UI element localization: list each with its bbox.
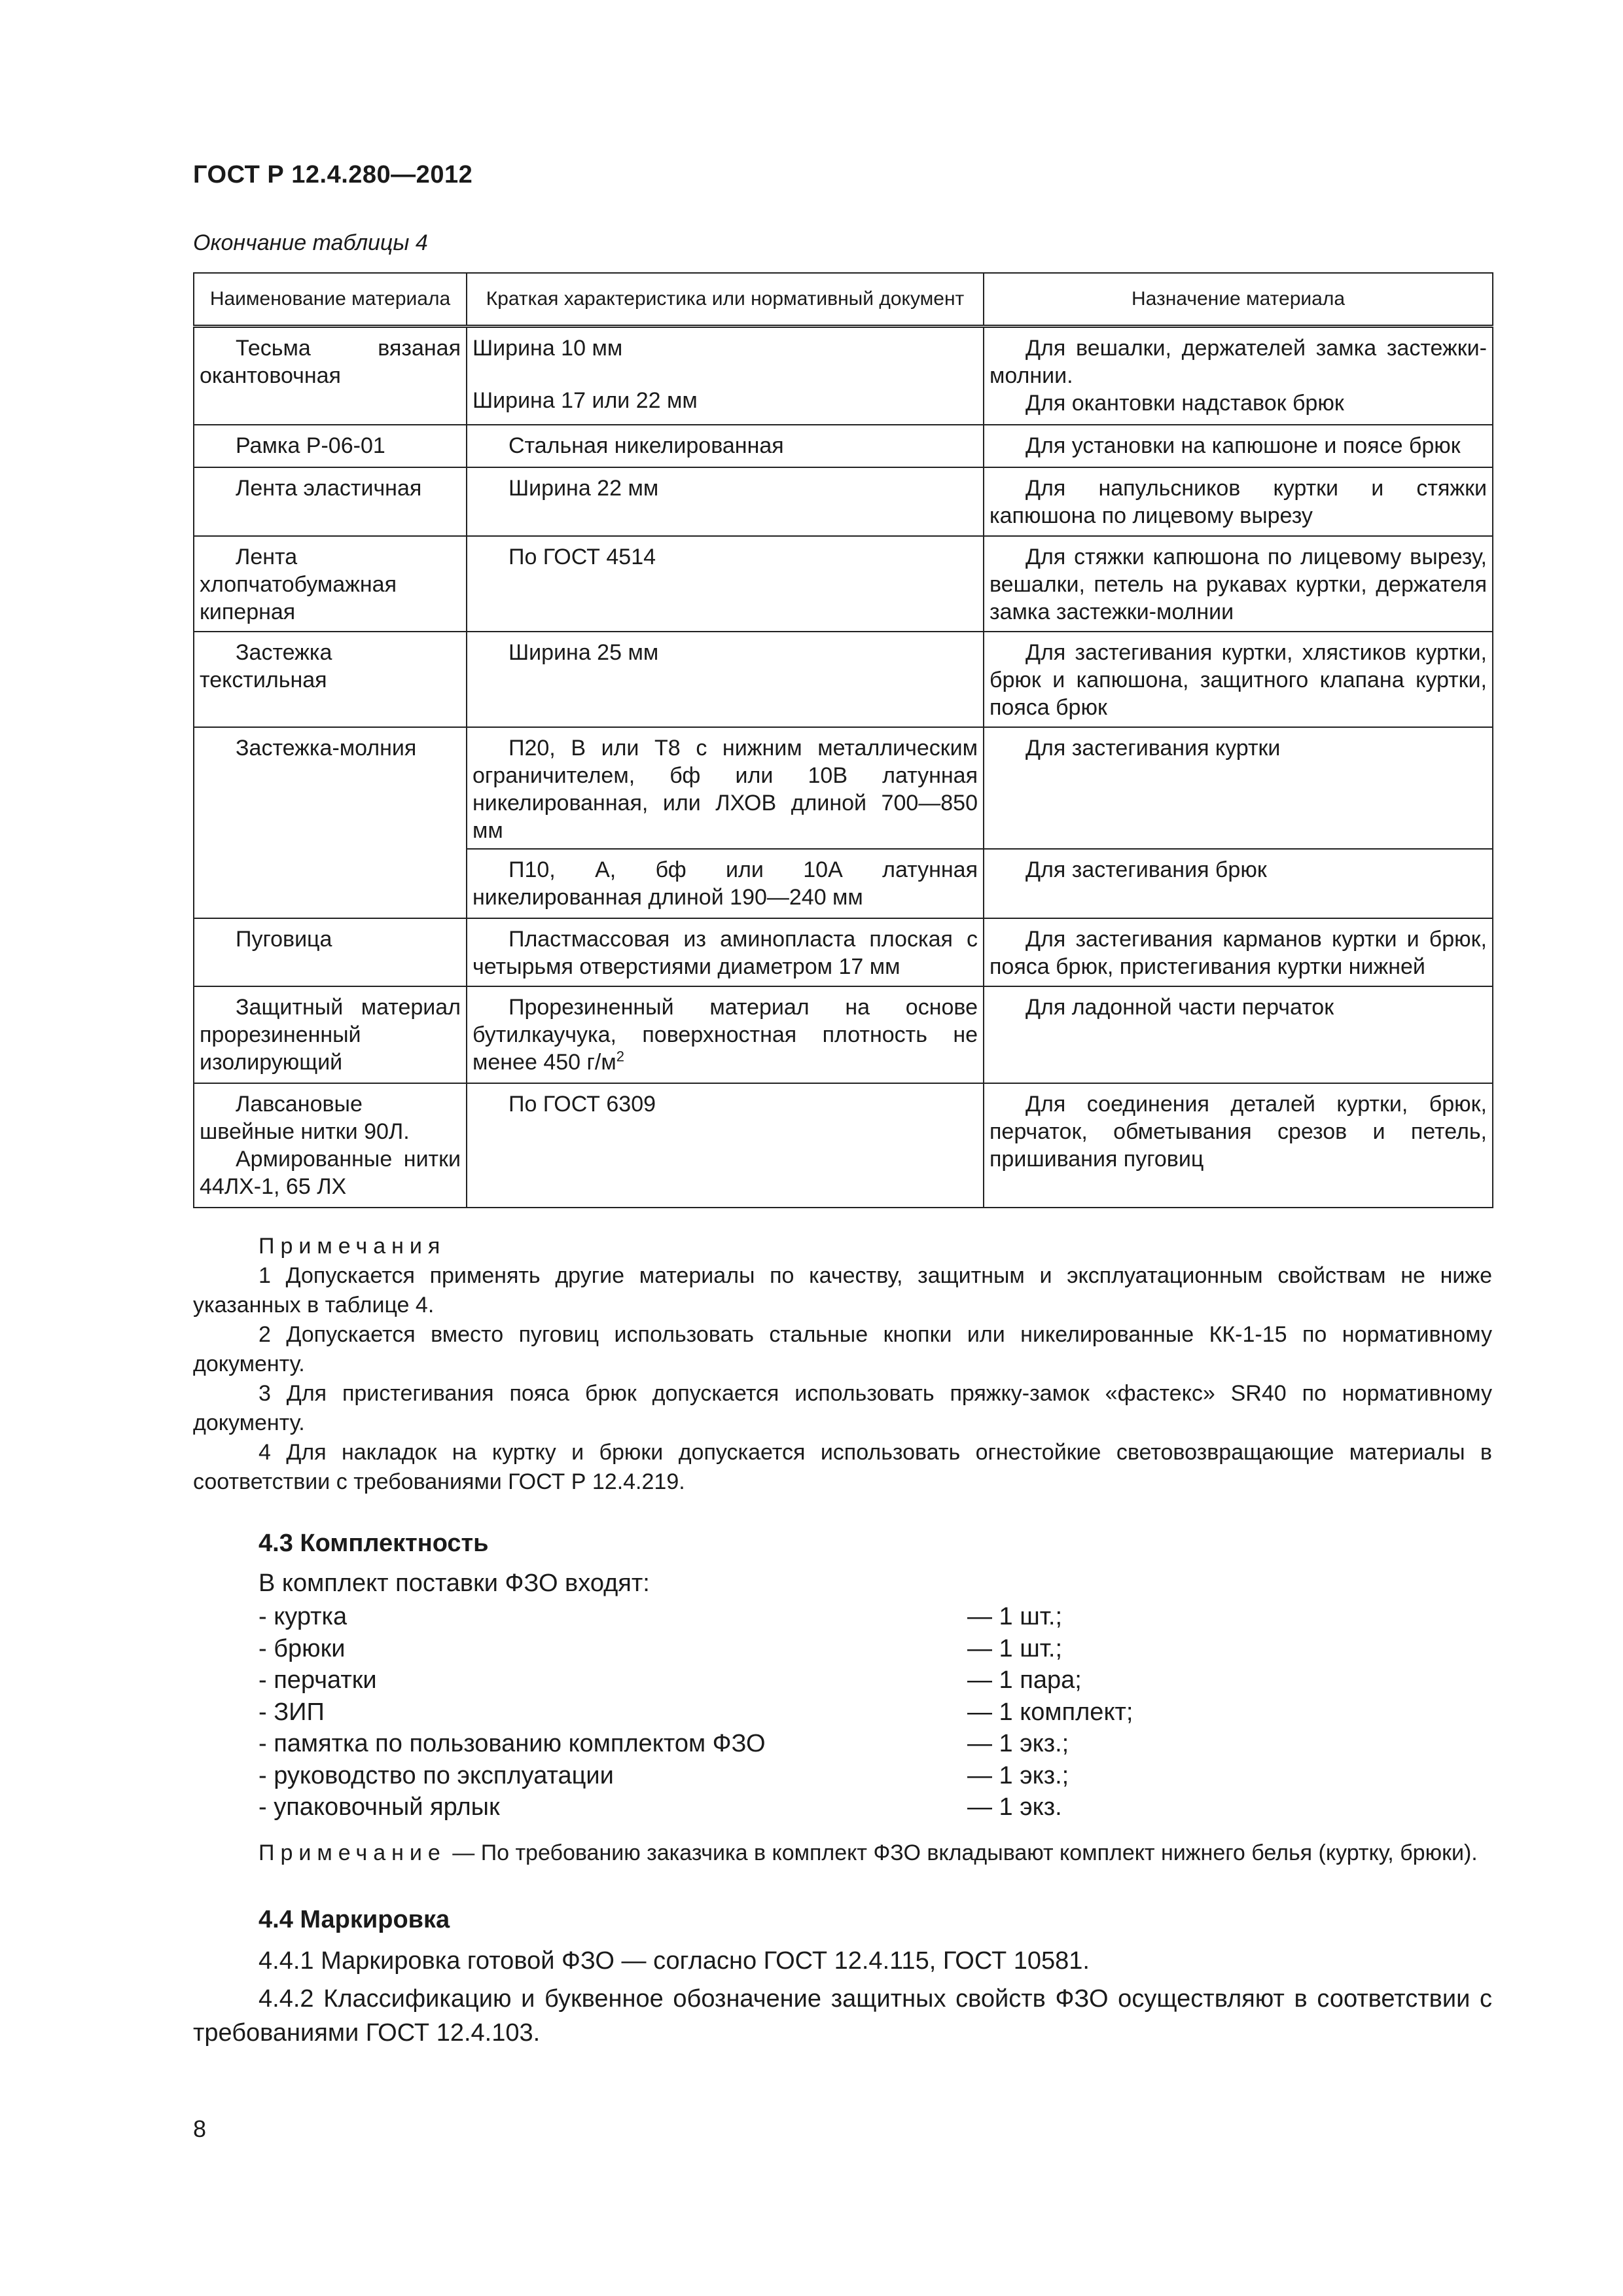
note-item: 4 Для накладок на куртку и брюки допускается использовать огнестойкие световозвращающие материалы в соответствии с требованиями ГОСТ Р 12.4.219. (193, 1440, 1492, 1494)
purpose-cell: Для застегивания куртки, хлястиков куртки, брюк и капюшона, защитного клапана куртки, пояса брюк (984, 632, 1493, 727)
list-item: - куртка — 1 шт.; (259, 1603, 1063, 1630)
materials-table (193, 272, 1493, 1208)
column-header: Краткая характеристика или нормативный документ (467, 273, 984, 327)
spec-cell (467, 327, 984, 425)
material-name-line: Лавсановые швейные нитки 90Л. (200, 1091, 410, 1144)
section-heading: 4.4 Маркировка (259, 1906, 450, 1933)
list-item: - брюки — 1 шт.; (259, 1634, 1063, 1662)
purpose-cell: Для ладонной части перчаток (984, 986, 1493, 1083)
table-row (194, 1083, 1493, 1208)
purpose-line: Для окантовки надставок брюк (1026, 391, 1344, 416)
table-notes (193, 1232, 1492, 1497)
spec-cell: П20, В или Т8 с нижним металлическим ограничителем, бф или 10В латунная никелированная, или ЛХОВ длиной 700—850 мм (467, 727, 984, 849)
table-header-row (194, 273, 1493, 327)
spec-cell: Пластмассовая из аминопласта плоская с четырьмя отверстиями диаметром 17 мм (467, 918, 984, 986)
superscript: 2 (616, 1048, 624, 1065)
material-name-cell: Защитный материал прорезиненный изолирующий (194, 986, 467, 1083)
material-name-cell: Застежка текстильная (194, 632, 467, 727)
purpose-cell: Для установки на капюшоне и поясе брюк (984, 425, 1493, 467)
spec-line: Ширина 10 мм (473, 336, 623, 361)
material-name-cell: Тесьма вязаная окантовочная (194, 327, 467, 425)
column-header: Наименование материала (194, 273, 467, 327)
purpose-cell: Для застегивания брюк (984, 849, 1493, 918)
list-item: - ЗИП — 1 комплект; (259, 1698, 1133, 1726)
table-row (194, 632, 1493, 727)
spec-cell: Прорезиненный материал на основе бутилкаучука, поверхностная плотность не менее 450 $г/м^2$ (467, 986, 984, 1083)
spec-cell: Ширина 22 мм (467, 467, 984, 536)
spec-cell: Ширина 25 мм (467, 632, 984, 727)
kit-note: Примечание — По требованию заказчика в комплект ФЗО вкладывают комплект нижнего белья (куртку, брюки). (259, 1840, 1478, 1865)
material-name-line: Армированные нитки 44ЛХ-1, 65 ЛХ (200, 1146, 461, 1199)
list-item: - руководство по эксплуатации — 1 экз.; (259, 1761, 1069, 1789)
list-item: - памятка по пользованию комплектом ФЗО — 1 экз.; (259, 1730, 1069, 1757)
purpose-cell (984, 327, 1493, 425)
purpose-cell: Для стяжки капюшона по лицевому вырезу, вешалки, петель на рукавах куртки, держателя замка застежки-молнии (984, 536, 1493, 632)
table-row (194, 327, 1493, 425)
table-row (194, 536, 1493, 632)
document-code-header: ГОСТ Р 12.4.280—2012 (193, 161, 473, 188)
section-heading: 4.3 Комплектность (259, 1530, 489, 1557)
note-item: 1 Допускается применять другие материалы по качеству, защитным и эксплуатационным свойствам не ниже указанных в таблице 4. (193, 1263, 1492, 1318)
material-name-cell: Пуговица (194, 918, 467, 986)
kit-intro-text: В комплект поставки ФЗО входят: (259, 1570, 650, 1597)
purpose-cell: Для застегивания куртки (984, 727, 1493, 849)
paragraph: 4.4.1 Маркировка готовой ФЗО — согласно ГОСТ 12.4.115, ГОСТ 10581. (259, 1947, 1090, 1975)
note-item: 3 Для пристегивания пояса брюк допускается использовать пряжку-замок «фастекс» SR40 по нормативному документу. (193, 1381, 1492, 1435)
spec-cell: По ГОСТ 4514 (467, 536, 984, 632)
table-row (194, 727, 1493, 849)
notes-title: Примечания (259, 1234, 446, 1259)
table-row (194, 986, 1493, 1083)
spec-cell: П10, А, бф или 10А латунная никелированная длиной 190—240 мм (467, 849, 984, 918)
purpose-cell: Для соединения деталей куртки, брюк, перчаток, обметывания срезов и петель, пришивания пуговиц (984, 1083, 1493, 1208)
table-caption: Окончание таблицы 4 (193, 230, 428, 255)
kit-list (259, 1601, 1240, 1823)
table-row (194, 918, 1493, 986)
table-row (194, 467, 1493, 536)
spec-cell: Стальная никелированная (467, 425, 984, 467)
material-name-cell: Рамка Р-06-01 (194, 425, 467, 467)
note-item: 2 Допускается вместо пуговиц использовать стальные кнопки или никелированные КК-1-15 по нормативному документу. (193, 1322, 1492, 1376)
page-number: 8 (193, 2115, 207, 2142)
purpose-line: Для вешалки, держателей замка застежки-молнии. (990, 336, 1487, 388)
material-name-cell: Лента эластичная (194, 467, 467, 536)
material-name-cell (194, 1083, 467, 1208)
purpose-cell: Для напульсников куртки и стяжки капюшона по лицевому вырезу (984, 467, 1493, 536)
purpose-cell: Для застегивания карманов куртки и брюк, пояса брюк, пристегивания куртки нижней (984, 918, 1493, 986)
spec-cell: По ГОСТ 6309 (467, 1083, 984, 1208)
spec-line: Ширина 17 или 22 мм (473, 388, 698, 413)
table-row (194, 425, 1493, 467)
list-item: - перчатки — 1 пара; (259, 1666, 1082, 1694)
paragraph: 4.4.2 Классификацию и буквенное обозначение защитных свойств ФЗО осуществляют в соответствии с требованиями ГОСТ 12.4.103. (193, 1985, 1492, 2047)
column-header: Назначение материала (984, 273, 1493, 327)
material-name-cell: Застежка-молния (194, 727, 467, 918)
material-name-cell: Лента хлопчатобумажная киперная (194, 536, 467, 632)
list-item: - упаковочный ярлык — 1 экз. (259, 1793, 1062, 1821)
